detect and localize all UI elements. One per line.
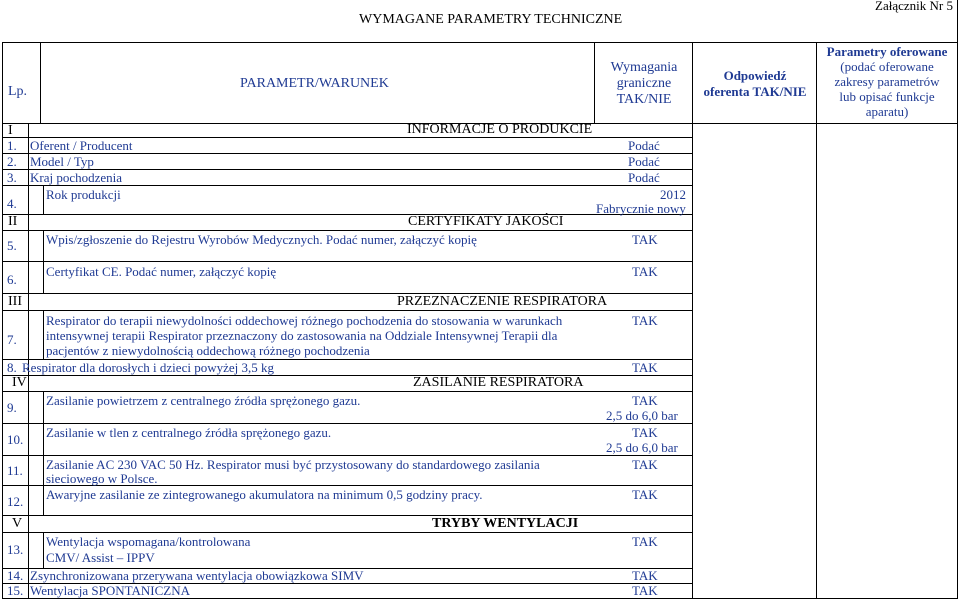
section-title: PRZEZNACZENIE RESPIRATORA — [397, 294, 608, 309]
header-parameter: PARAMETR/WARUNEK — [240, 76, 389, 91]
annex-label: Załącznik Nr 5 — [875, 0, 953, 13]
header-lp: Lp. — [8, 84, 28, 99]
header-response: Odpowiedź oferenta TAK/NIE — [703, 68, 807, 99]
section-title: INFORMACJE O PRODUKCIE — [407, 122, 593, 137]
section-title: TRYBY WENTYLACJI — [432, 516, 579, 531]
section-title: ZASILANIE RESPIRATORA — [413, 375, 584, 390]
section-number: V — [12, 516, 23, 531]
header-offered-params: Parametry oferowane (podać oferowane zakresy parametrów lub opisać funkcje aparatu) — [826, 44, 948, 119]
section-number: III — [8, 294, 22, 309]
section-title: CERTYFIKATY JAKOŚCI — [408, 214, 564, 229]
section-number: IV — [12, 375, 27, 390]
document-title: WYMAGANE PARAMETRY TECHNICZNE — [359, 12, 623, 27]
section-number: I — [8, 123, 13, 138]
header-requirements: Wymagania graniczne TAK/NIE — [610, 60, 678, 107]
section-number: II — [8, 214, 18, 229]
